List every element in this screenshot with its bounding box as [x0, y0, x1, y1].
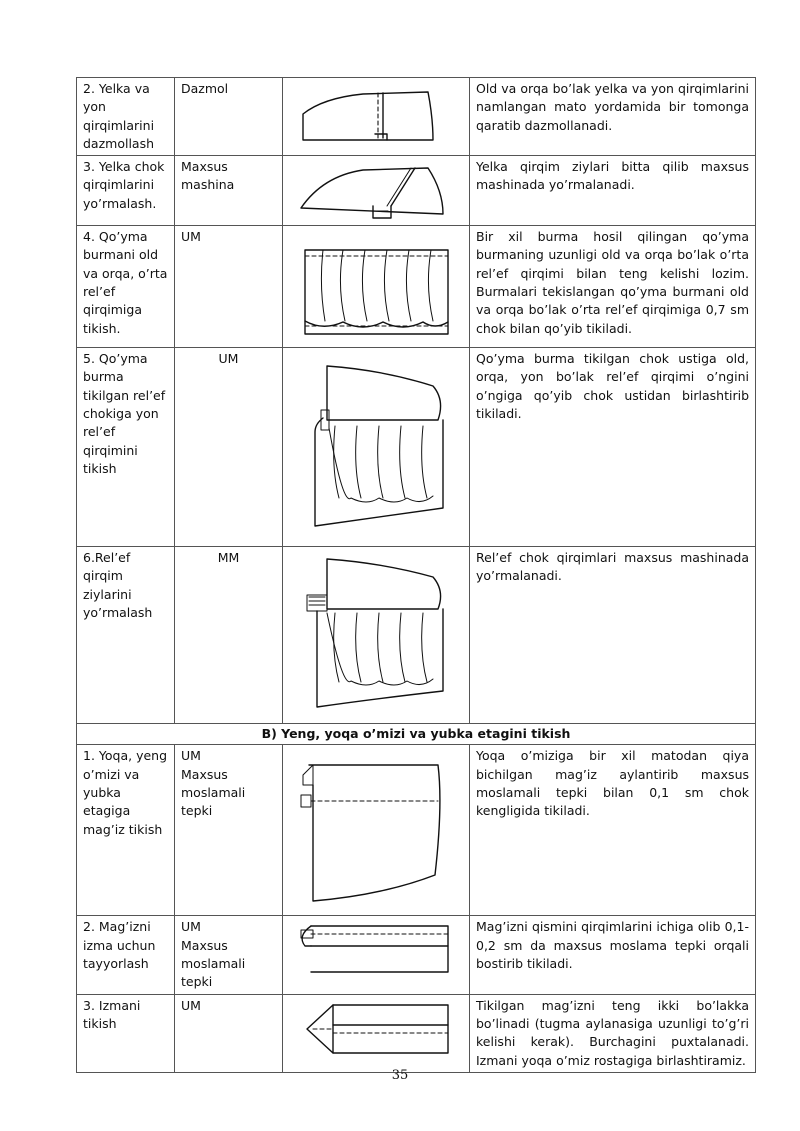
step-cell: 3. Izmani tikish [77, 994, 175, 1072]
description-cell: Mag’izni qismini qirqimlarini ichiga olib 0,1-0,2 sm da maxsus moslama tepki orqali bostirib tikiladi. [470, 916, 756, 994]
equipment-cell: UM Maxsus moslamali tepki [175, 745, 283, 916]
equipment-cell: Maxsus mashina [175, 156, 283, 226]
equipment-cell: UM [175, 348, 283, 547]
process-table [76, 77, 756, 1073]
equipment-cell: MM [175, 547, 283, 724]
table-row [77, 156, 756, 226]
section-title: B) Yeng, yoqa o’mizi va yubka etagini tikish [77, 724, 756, 745]
step-cell: 4. Qo’yma burmani old va orqa, o’rta rel’ef qirqimiga tikish. [77, 226, 175, 348]
table-row [77, 547, 756, 724]
equipment-cell: UM [175, 994, 283, 1072]
table-row [77, 745, 756, 916]
description-cell: Tikilgan mag’izni teng ikki bo’lakka bo’linadi (tugma aylanasiga uzunligi to’g’ri kelishi kerak). Burchagini puxtalanadi. Izmani yoqa o’miz rostagiga birlashtiramiz. [470, 994, 756, 1072]
step-cell: 6.Rel’ef qirqim ziylarini yo’rmalash [77, 547, 175, 724]
relief-overlock-drawing [283, 547, 470, 724]
equipment-cell: Dazmol [175, 78, 283, 156]
table-row [77, 78, 756, 156]
step-cell: 2. Mag’izni izma uchun tayyorlash [77, 916, 175, 994]
equipment-cell: UM Maxsus moslamali tepki [175, 916, 283, 994]
description-cell: Qo’yma burma tikilgan chok ustiga old, orqa, yon bo’lak rel’ef qirqimi o’ngini o’ngiga qo’yib chok ustidan birlashtirib tikiladi. [470, 348, 756, 547]
table-row [77, 348, 756, 547]
description-cell: Yelka qirqim ziylari bitta qilib maxsus mashinada yo’rmalanadi. [470, 156, 756, 226]
ruffle-attach-drawing [283, 226, 470, 348]
shoulder-seam-pressing-drawing [283, 78, 470, 156]
table-row [77, 226, 756, 348]
equipment-cell: UM [175, 226, 283, 348]
step-cell: 1. Yoqa, yeng o’mizi va yubka etagiga mag’iz tikish [77, 745, 175, 916]
binding-prep-drawing [283, 916, 470, 994]
page-number: 35 [391, 1068, 409, 1083]
description-cell: Bir xil burma hosil qilingan qo’yma burmaning uzunligi old va orqa bo’lak o’rta rel’ef qirqimi bilan teng kelishi lozim. Burmalari tekislangan qo’yma burmani old va orqa bo’lak o’rta rel’ef qirqimiga 0,7 sm chok bilan qo’yib tikiladi. [470, 226, 756, 348]
step-cell: 3. Yelka chok qirqimlarini yo’rmalash. [77, 156, 175, 226]
shoulder-seam-overlock-drawing [283, 156, 470, 226]
description-cell: Rel’ef chok qirqimlari maxsus mashinada yo’rmalanadi. [470, 547, 756, 724]
loop-stitch-drawing [283, 994, 470, 1072]
table-row [77, 994, 756, 1072]
section-row [77, 724, 756, 745]
description-cell: Old va orqa bo’lak yelka va yon qirqimlarini namlangan mato yordamida bir tomonga qaratib dazmollanadi. [470, 78, 756, 156]
step-cell: 5. Qo’yma burma tikilgan rel’ef chokiga yon rel’ef qirqimini tikish [77, 348, 175, 547]
step-cell: 2. Yelka va yon qirqimlarini dazmollash [77, 78, 175, 156]
description-cell: Yoqa o’miziga bir xil matodan qiya bichilgan mag’iz aylantirib maxsus moslamali tepki bilan 0,1 sm chok kengligida tikiladi. [470, 745, 756, 916]
side-relief-stitch-drawing [283, 348, 470, 547]
binding-stitch-drawing [283, 745, 470, 916]
table-row [77, 916, 756, 994]
